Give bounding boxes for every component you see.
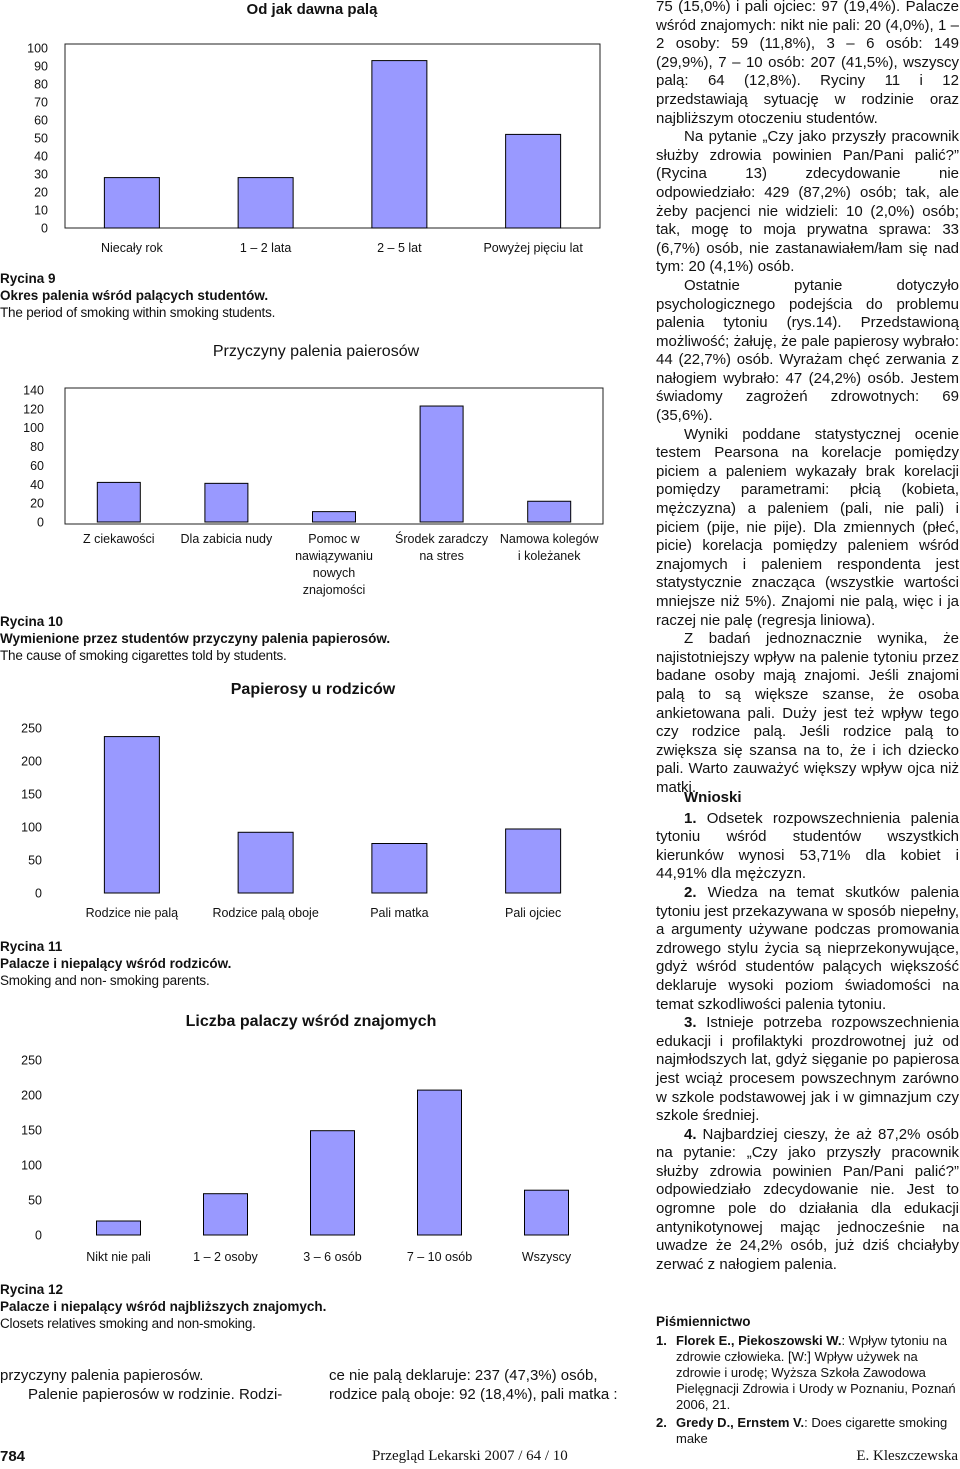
chart-friends-smoking [0,998,610,1274]
text-line: Palenie papierosów w rodzinie. Rodzi- [28,1386,283,1403]
journal-name: Przegląd Lekarski 2007 / 64 / 10 [372,1448,568,1464]
bar [97,482,140,522]
category-label: nowych [312,566,356,580]
y-tick-label: 50 [28,853,42,868]
y-tick-label: 70 [34,95,48,110]
conclusion-item [656,1126,959,1275]
chart-smoking-period [0,0,610,262]
y-tick-label: 0 [37,515,44,530]
bar [525,1190,569,1235]
caption-english: Closets relatives smoking and non-smoking. [0,1316,256,1331]
paragraph: Wyniki poddane statystycznej ocenie testem Pearsona na korelacje pomiędzy piciem a paleniem wykazały brak korelacji pomiędzy parametrami: płcią (kobieta, mężczyzna) a paleniem (pali, nie pali) i piciem (pije, nie pije). Dla zmiennych (płeć, picie) korelacja pomiędzy paleniem wśród znajomych i paleniem respondenta jest statystycznie znacząca (wszystkie wartości mniejsze niż 5%). Znajomi nie palą, więc i ja raczej nie palę (regresja liniowa). [656,425,959,629]
y-tick-label: 10 [34,203,48,218]
y-tick-label: 60 [34,113,48,128]
caption-english: The period of smoking within smoking students. [0,305,276,320]
category-label: Namowa kolegów [499,532,599,546]
category-label: Dla zabicia nudy [180,532,273,546]
y-tick-label: 150 [21,787,42,802]
category-label: Niecały rok [100,241,163,255]
page-number: 784 [0,1448,26,1465]
caption-polish: Palacze i niepalący wśród rodziców. [0,956,232,971]
caption-number: Rycina 11 [0,939,63,954]
article-author: E. Kleszczewska [856,1448,958,1464]
y-tick-label: 90 [34,59,48,74]
y-tick-label: 80 [34,77,48,92]
bar [204,1194,248,1235]
y-tick-label: 0 [41,221,48,236]
caption-figure-11 [0,938,231,989]
category-label: znajomości [302,583,366,597]
caption-english: Smoking and non- smoking parents. [0,973,210,988]
item-number: 3. [684,1014,697,1032]
section-heading: Piśmiennictwo [656,1314,751,1329]
bar [311,1131,355,1235]
category-label: Pali matka [370,906,429,920]
item-text: Wiedza na temat skutków palenia tytoniu jest przekazywana w sposób niepełny, a argumenty używane podczas promowania zdrowego stylu życia są nieprzekonywujące, gdyż wśród studentów palących większość deklaruje wysoki poziom świadomości na temat szkodliwości palenia tytoniu. [656,883,959,1013]
text-line: ce nie palą deklaruje: 237 (47,3%) osób, [329,1367,598,1384]
category-label: Pali ojciec [504,906,562,920]
category-label: Powyżej pięciu lat [483,241,583,255]
y-tick-label: 20 [30,496,44,511]
bar [238,178,293,228]
bar [420,406,463,522]
chart-title: Przyczyny palenia paierosów [212,343,420,360]
conclusion-item [656,884,959,1014]
category-label: Pomoc w [308,532,360,546]
paragraph: Ostatnie pytanie dotyczyło psychologicznego podejścia do problemu palenia tytoniu (rys.14). Przedstawioną możliwość; żałuję, że pale papierosy wybrało: 44 (22,7%) osób. Wyrażam chęć zerwania z nałogiem wybrało: 47 (24,2%) osób. Jestem świadomy zagrożeń zdrowotnych: 69 (35,6%). [656,276,959,425]
y-tick-label: 250 [21,721,42,736]
category-label: Wszyscy [521,1250,572,1264]
category-label: na stres [419,549,464,563]
item-number: 2. [684,883,697,901]
y-tick-label: 40 [34,149,48,164]
text-line: rodzice palą oboje: 92 (18,4%), pali matka : [329,1386,618,1403]
y-tick-label: 250 [21,1053,42,1068]
conclusions-section [656,789,959,1274]
y-tick-label: 80 [30,440,44,455]
ref-authors: Gredy D., Ernstem V. [676,1415,805,1430]
bar [506,829,561,893]
y-tick-label: 50 [34,131,48,146]
chart-title: Liczba palaczy wśród znajomych [185,1013,437,1030]
ref-authors: Florek E., Piekoszowski W. [676,1333,842,1348]
category-label: Środek zaradczy [395,532,489,546]
reference-item [656,1333,959,1413]
y-tick-label: 100 [23,421,44,436]
item-number: 1. [684,809,697,827]
y-tick-label: 0 [35,886,42,901]
bar [372,61,427,228]
chart-parents-smoking [0,668,610,930]
caption-polish: Wymienione przez studentów przyczyny palenia papierosów. [0,631,391,646]
bar [313,512,356,522]
category-label: Z ciekawości [83,532,155,546]
category-label: Nikt nie pali [86,1250,151,1264]
y-tick-label: 150 [21,1123,42,1138]
category-label: 3 – 6 osób [303,1250,362,1264]
text-line: przyczyny palenia papierosów. [0,1367,204,1384]
y-tick-label: 60 [30,458,44,473]
item-number: 4. [684,1125,697,1143]
bar [238,832,293,893]
caption-number: Rycina 12 [0,1282,64,1297]
paragraph: 75 (15,0%) i pali ojciec: 97 (19,4%). Palacze wśród znajomych: nikt nie pali: 20 (4,0%), 1 – 2 osoby: 59 (11,8%), 3 – 6 osób: 149 (29,9%), 7 – 10 osób: 207 (41,5%), wszyscy palą: 64 (12,8%). Ryciny 11 i 12 przedstawiają sytuację w rodzinie oraz najbliższym otoczeniu studentów. [656,0,959,127]
bar [104,178,159,228]
bar [372,844,427,894]
y-tick-label: 100 [21,820,42,835]
item-text: Odsetek rozpowszechnienia palenia tytoniu wśród studentów wszystkich kierunków wynosi 53,71% dla kobiet i 44,91% dla mężczyzn. [656,809,960,883]
caption-figure-12 [0,1281,326,1332]
category-label: 1 – 2 osoby [193,1250,258,1264]
middle-column-tail [329,1366,634,1404]
category-label: 2 – 5 lat [377,241,422,255]
y-tick-label: 0 [35,1228,42,1243]
bar [104,737,159,893]
y-tick-label: 200 [21,754,42,769]
y-tick-label: 120 [23,402,44,417]
y-tick-label: 40 [30,477,44,492]
category-label: 7 – 10 osób [406,1250,473,1264]
y-tick-label: 50 [28,1193,42,1208]
ref-number: 2. [656,1415,667,1430]
bar [205,483,248,522]
caption-number: Rycina 10 [0,614,64,629]
y-tick-label: 140 [23,383,44,398]
bar [97,1221,141,1235]
paragraph: Z badań jednoznacznie wynika, że najistotniejszy wpływ na palenie tytoniu przez badane osoby mają znajomi. Jeśli znajomi palą to są większe szanse, że osoba ankietowana pali. Duży jest też wpływ tego czy rodzice palą. Jeśli rodzice palą to zwiększa się szansa na to, że i ich dziecko pali. Warto zauważyć większy wpływ ojca niż matki. [656,630,959,796]
chart-title: Papierosy u rodziców [230,681,396,698]
item-text: Najbardziej cieszy, że aż 87,2% osób na pytanie: „Czy jako przyszły pracownik służby zdrowia powinien Pan/Pani palić?” odpowiedziało zdecydowanie nie. Jest to ogromne pole do działania dla edukacji antynikotynowej mając jednocześnie na uwadze że 24,2% osób, już dziś chciałyby zerwać z nałogiem palenia. [656,1125,959,1273]
y-tick-label: 20 [34,185,48,200]
item-text: Istnieje potrzeba rozpowszechnienia edukacji i profilaktyki prozdrowotnej już od najmłodszych lat, gdyż sięganie po papierosa jest wciąż procesem powszechnym zarówno w szkole podstawowej jak i w gimnazjum czy szkole średniej. [656,1014,959,1125]
caption-polish: Okres palenia wśród palących studentów. [0,288,269,303]
ref-text: : Does cigarette smoking make [676,1415,948,1446]
references-section [656,1314,959,1447]
conclusion-item [656,810,959,884]
caption-number: Rycina 9 [0,271,56,286]
paragraph: Na pytanie „Czy jako przyszły pracownik służby zdrowia powinien Pan/Pani palić?” (Rycina 13) zdecydowanie nie odpowiedziało: 429 (87,2%) osób; tak, ale żeby pacjenci nie widzieli: 10 (2,0%) osób; tak, mogę to moja prywatna sprawa: 33 (6,7%) osób, nie zastanawiałem/łam się nad tym: 20 (4,1%) osób. [656,128,959,276]
caption-figure-9 [0,270,275,321]
ref-text: : Wpływ tytoniu na zdrowie człowieka. [W:] Wpływ używek na zdrowie i urodę; Wyższa Szkoła Zawodowa Pielęgnacji Zdrowia i Urody w Poznaniu, Poznań 2006, 21. [676,1333,956,1412]
bar [418,1090,462,1235]
category-label: Rodzice palą oboje [212,906,319,920]
category-label: Rodzice nie palą [85,906,179,920]
right-column-body [656,0,959,798]
bar [506,134,561,228]
chart-smoking-causes [0,330,610,610]
category-label: 1 – 2 lata [239,241,292,255]
caption-figure-10 [0,613,390,664]
left-column-tail [0,1366,300,1404]
category-label: i koleżanek [517,549,581,563]
ref-number: 1. [656,1333,667,1348]
reference-item [656,1415,959,1447]
bar [528,501,571,522]
y-tick-label: 200 [21,1088,42,1103]
section-heading: Wnioski [684,789,742,806]
y-tick-label: 100 [27,41,48,56]
y-tick-label: 30 [34,167,48,182]
conclusion-item [656,1014,959,1126]
chart-title: Od jak dawna palą [246,1,378,18]
caption-english: The cause of smoking cigarettes told by students. [0,648,287,663]
y-tick-label: 100 [21,1158,42,1173]
category-label: nawiązywaniu [295,549,373,563]
caption-polish: Palacze i niepalący wśród najbliższych znajomych. [0,1299,327,1314]
